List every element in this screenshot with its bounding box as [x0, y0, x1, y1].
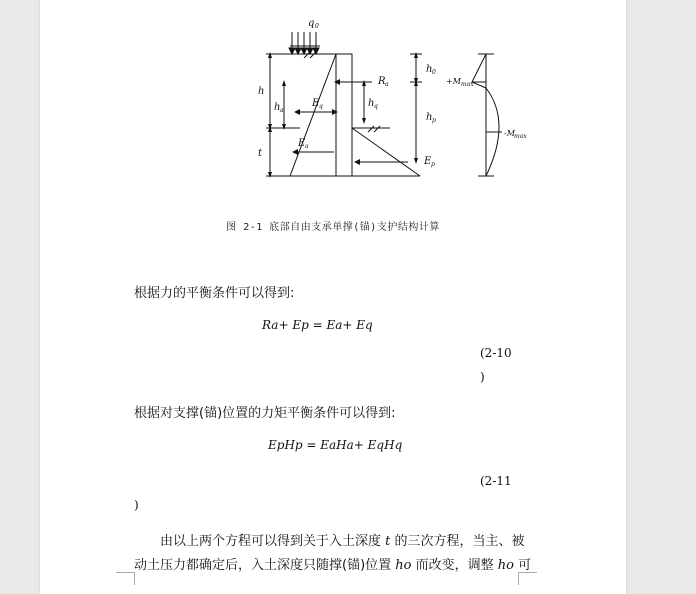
- label-mmax-pos: +M: [446, 77, 461, 86]
- formula-force-balance: Ra+ Ep = Ea+ Eq: [262, 318, 373, 332]
- document-page: [40, 0, 626, 594]
- svg-text:0: 0: [432, 69, 436, 76]
- label-mmax-neg: -M: [504, 129, 515, 138]
- label-ea: E: [298, 138, 306, 149]
- svg-text:a: a: [280, 107, 284, 114]
- label-h0: h: [426, 64, 433, 75]
- right-gutter: [626, 0, 696, 594]
- formula-moment-balance: EpHp = EaHa+ EqHq: [268, 438, 403, 452]
- paragraph-force-balance: 根据力的平衡条件可以得到:: [134, 286, 295, 301]
- svg-text:0: 0: [315, 23, 319, 30]
- svg-text:q: q: [319, 103, 323, 110]
- margin-corner-right: [518, 572, 537, 585]
- equation-number-2-10: (2-10: [480, 346, 512, 360]
- paragraph-moment-balance: 根据对支撑(锚)位置的力矩平衡条件可以得到:: [134, 406, 396, 421]
- label-ep: E: [424, 156, 432, 167]
- svg-text:a: a: [305, 143, 309, 150]
- figure-caption: 图 2-1 底部自由支承单撑(锚)支护结构计算: [226, 222, 440, 233]
- paragraph-cubic-equation-line2: 动土压力都确定后，入土深度只随撑(锚)位置 ho 而改变，调整 ho 可: [134, 558, 532, 573]
- paragraph-cubic-equation-line1: 由以上两个方程可以得到关于入土深度 t 的三次方程，当主、被: [160, 534, 525, 549]
- margin-corner-left: [116, 572, 135, 585]
- label-q0: q: [308, 18, 315, 29]
- label-ra: R: [378, 76, 386, 87]
- label-eq: E: [312, 98, 320, 109]
- svg-text:a: a: [385, 81, 389, 88]
- label-hq: h: [368, 98, 375, 109]
- label-hp: h: [426, 112, 433, 123]
- equation-number-2-11: (2-11: [480, 474, 512, 488]
- svg-text:max: max: [514, 133, 527, 140]
- svg-text:max: max: [461, 81, 474, 88]
- equation-number-2-10-close: ): [480, 370, 485, 384]
- svg-text:q: q: [374, 103, 378, 110]
- svg-text:p: p: [431, 161, 435, 168]
- support-structure-diagram: [240, 12, 527, 184]
- label-t: t: [258, 148, 263, 159]
- label-h: h: [258, 86, 265, 97]
- left-gutter: [0, 0, 40, 594]
- svg-text:p: p: [432, 117, 436, 124]
- label-ha: h: [274, 102, 281, 113]
- equation-number-2-11-close: ): [134, 498, 139, 512]
